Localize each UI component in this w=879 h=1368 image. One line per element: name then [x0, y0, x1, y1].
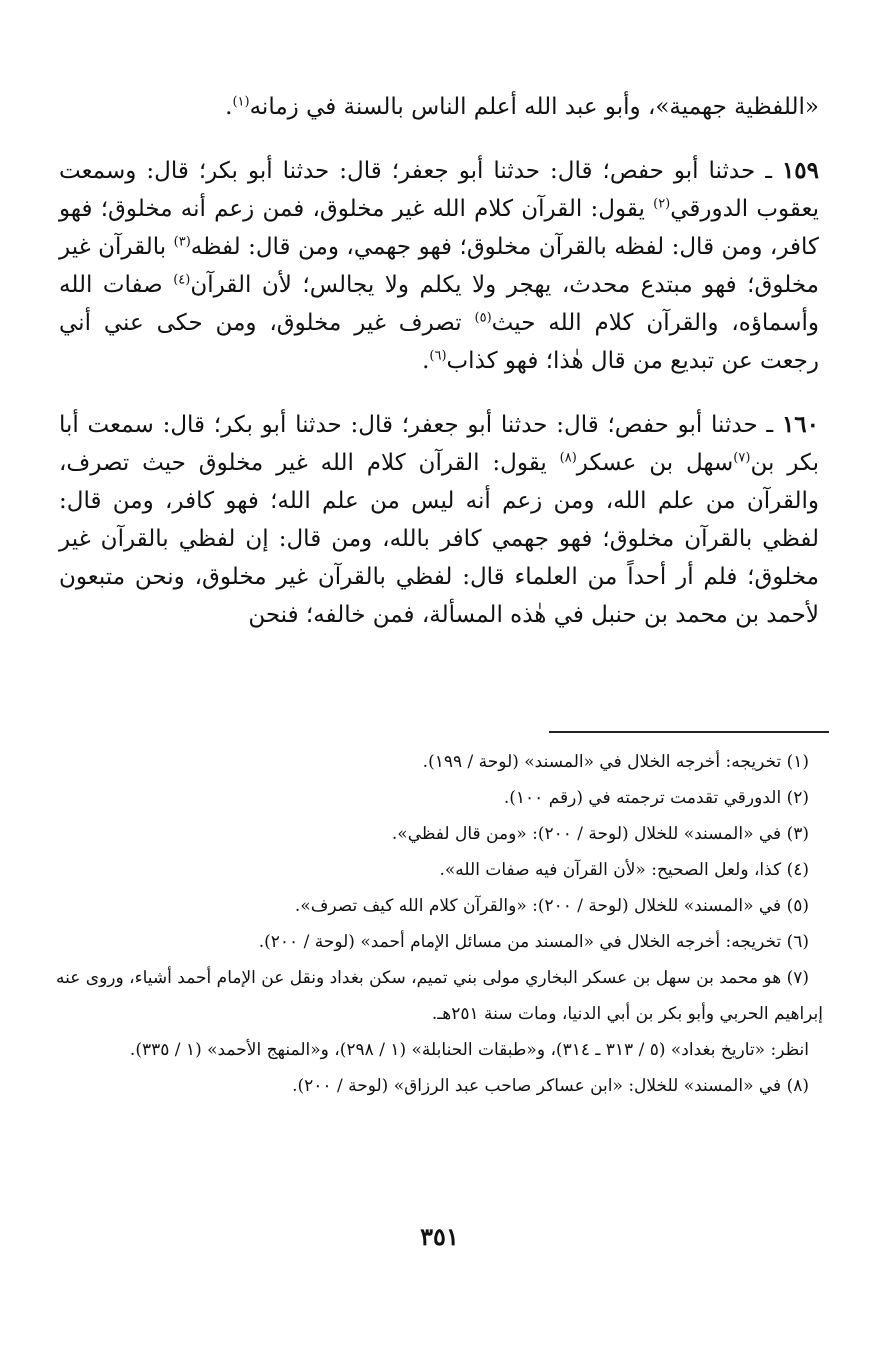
narration-text: صفات الله وأسماؤه، والقرآن كلام الله حيث — [59, 272, 819, 336]
narration-160 — [59, 406, 819, 634]
footnote-ref-6: (٦) — [429, 348, 447, 364]
footnotes — [51, 744, 823, 1104]
footnote-7-sources: انظر: «تاريخ بغداد» (٥ / ٣١٣ ـ ٣١٤)، و«طبقات الحنابلة» (١ / ٢٩٨)، و«المنهج الأحمد» (١ / ٣٣٥). — [129, 1040, 809, 1060]
narration-text: ـ حدثنا أبو حفص؛ قال: حدثنا أبو جعفر؛ قال: حدثنا أبو بكر؛ قال: وسمعت يعقوب الدورقي — [59, 158, 819, 222]
narration-text: بالقرآن غير مخلوق؛ فهو مبتدع محدث، يهجر ولا يكلم ولا يجالس؛ لأن القرآن — [59, 234, 819, 298]
footnote-ref-4: (٤) — [173, 272, 191, 288]
footnote-ref-8: (٨) — [559, 450, 577, 466]
page-number: ٣٥١ — [420, 1222, 459, 1251]
footnote-4: (٤) كذا، ولعل الصحيح: «لأن القرآن فيه صفات الله». — [439, 860, 809, 880]
narration-end: . — [422, 348, 430, 374]
footnote-2: (٢) الدورقي تقدمت ترجمته في (رقم ١٠٠). — [503, 788, 809, 808]
paragraph-text: «اللفظية جهمية»، وأبو عبد الله أعلم الناس بالسنة في زمانه — [249, 94, 819, 120]
main-text — [59, 88, 819, 634]
narration-159 — [59, 152, 819, 380]
footnote-ref-2: (٢) — [653, 196, 671, 212]
footnote-ref-5: (٥) — [474, 310, 492, 326]
narration-text: سهل بن عسكر — [576, 450, 734, 476]
footnote-7: (٧) هو محمد بن سهل بن عسكر البخاري مولى بني تميم، سكن بغداد ونقل عن الإمام أحمد أشياء، وروى عنه إبراهيم الحربي وأبو بكر بن أبي الدنيا، ومات سنة ٢٥١هـ. — [55, 968, 823, 1024]
footnote-ref-1: (١) — [232, 94, 250, 110]
footnote-ref-7: (٧) — [733, 450, 751, 466]
narration-text: يقول: القرآن كلام الله غير مخلوق، فمن زعم أنه مخلوق؛ فهو كافر، ومن قال: لفظه بالقرآن مخلوق؛ فهو جهمي، ومن قال: لفظه — [59, 196, 819, 260]
footnote-1: (١) تخريجه: أخرجه الخلال في «المسند» (لوحة / ١٩٩). — [422, 752, 809, 772]
narration-text: تصرف غير مخلوق، ومن حكى عني أني رجعت عن تبديع من قال هٰذا؛ فهو كذاب — [59, 310, 819, 374]
narration-text: يقول: القرآن كلام الله غير مخلوق حيث تصرف، والقرآن من علم الله، ومن زعم أنه ليس من علم الله؛ فهو كافر، ومن قال: لفظي بالقرآن مخلوق؛ فهو جهمي كافر بالله، ومن قال: إن لفظي بالقرآن غير مخلوق؛ فلم أر أحداً من العلماء قال: لفظي بالقرآن غير مخلوق، ونحن متبعون لأحمد بن محمد بن حنبل في هٰذه المسألة، فمن خالفه؛ فنحن — [59, 450, 819, 628]
footnote-8: (٨) في «المسند» للخلال: «ابن عساكر صاحب عبد الرزاق» (لوحة / ٢٠٠). — [292, 1076, 809, 1096]
footnote-6: (٦) تخريجه: أخرجه الخلال في «المسند من مسائل الإمام أحمد» (لوحة / ٢٠٠). — [258, 932, 809, 952]
narration-number: ١٦٠ — [781, 411, 819, 438]
footnote-divider — [549, 731, 829, 733]
paragraph-end: . — [225, 94, 233, 120]
footnote-5: (٥) في «المسند» للخلال (لوحة / ٢٠٠): «والقرآن كلام الله كيف تصرف». — [294, 896, 809, 916]
footnote-3: (٣) في «المسند» للخلال (لوحة / ٢٠٠): «ومن قال لفظي». — [391, 824, 809, 844]
footnote-ref-3: (٣) — [173, 234, 191, 250]
paragraph-continuation — [59, 88, 819, 126]
narration-number: ١٥٩ — [781, 157, 819, 184]
narration-text: ـ حدثنا أبو حفص؛ قال: حدثنا أبو جعفر؛ قال: حدثنا أبو بكر؛ قال: سمعت أبا بكر بن — [59, 412, 819, 476]
